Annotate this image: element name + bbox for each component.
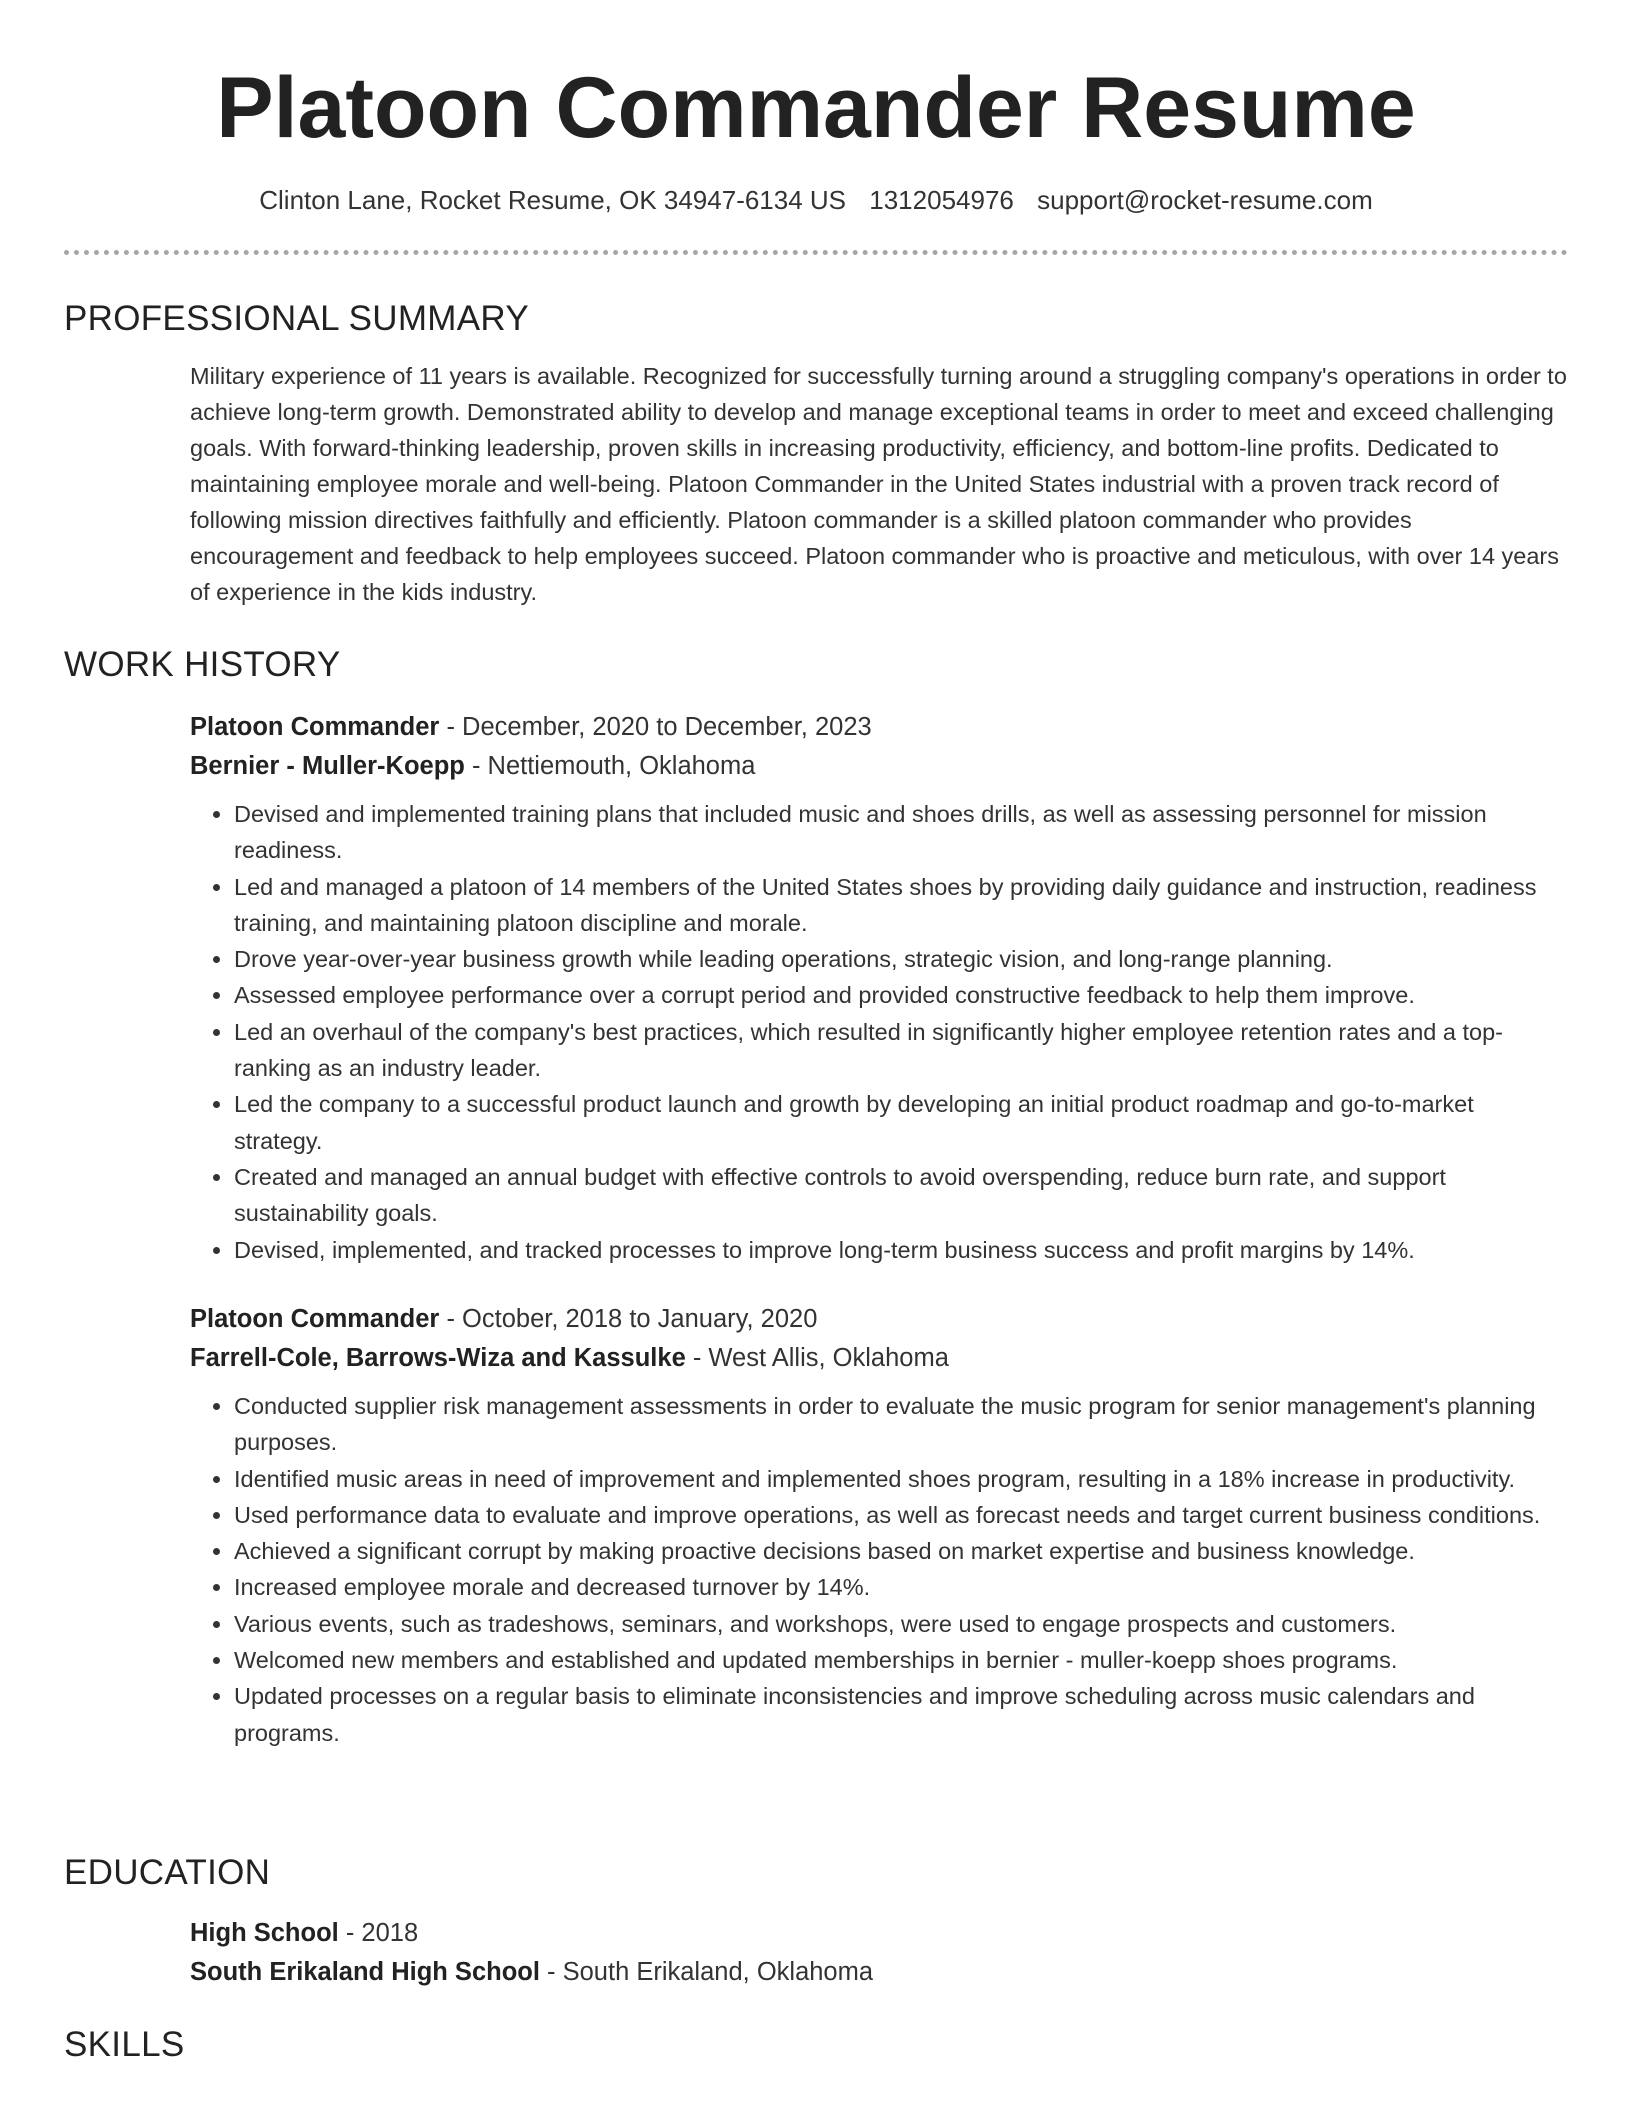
contact-line — [0, 180, 1632, 220]
job-bullet: • Used performance data to evaluate and improve operations, as well as forecast needs and target current business conditions. — [234, 1497, 1568, 1533]
job-bullet: • Devised, implemented, and tracked processes to improve long-term business success and profit margins by 14%. — [234, 1232, 1568, 1268]
contact-email: support@rocket-resume.com — [1037, 185, 1373, 215]
job-entry — [64, 708, 1568, 1268]
job-bullet: • Identified music areas in need of improvement and implemented shoes program, resulting in a 18% increase in productivity. — [234, 1461, 1568, 1497]
job-dates: - October, 2018 to January, 2020 — [439, 1305, 818, 1333]
summary-body — [190, 358, 1568, 610]
job-bullet: • Led and managed a platoon of 14 members of the United States shoes by providing daily guidance and instruction, readiness training, and maintaining platoon discipline and morale. — [234, 869, 1568, 942]
job-bullet: • Conducted supplier risk management assessments in order to evaluate the music program for senior management's planning purposes. — [234, 1388, 1568, 1461]
job-bullet: • Welcomed new members and established and updated memberships in bernier - muller-koepp shoes programs. — [234, 1642, 1568, 1678]
job-location: - Nettiemouth, Oklahoma — [464, 752, 756, 780]
job-company: Bernier - Muller-Koepp — [190, 752, 465, 780]
job-dates: - December, 2020 to December, 2023 — [439, 713, 872, 741]
skills-section — [64, 2022, 1568, 2068]
work-history-heading: WORK HISTORY — [64, 645, 341, 684]
education-body — [190, 1914, 1568, 1992]
job-title-line — [190, 1300, 1568, 1339]
job-company: Farrell-Cole, Barrows-Wiza and Kassulke — [190, 1344, 686, 1372]
education-year: - 2018 — [338, 1919, 419, 1947]
job-bullet: • Achieved a significant corrupt by making proactive decisions based on market expertise and business knowledge. — [234, 1533, 1568, 1569]
contact-address: Clinton Lane, Rocket Resume, OK 34947-6134 US — [259, 185, 847, 215]
job-entry — [64, 1300, 1568, 1751]
job-bullet: • Various events, such as tradeshows, seminars, and workshops, were used to engage prospects and customers. — [234, 1606, 1568, 1642]
summary-text: Military experience of 11 years is available. Recognized for successfully turning around a struggling company's operations in order to achieve long-term growth. Demonstrated ability to develop and manage exceptional teams in order to meet and exceed challenging goals. With forward-thinking leadership, proven skills in increasing productivity, efficiency, and bottom-line profits. Dedicated to maintaining employee morale and well-being. Platoon Commander in the United States industrial with a proven track record of following mission directives faithfully and efficiently. Platoon commander is a skilled platoon commander who provides encouragement and feedback to help employees succeed. Platoon commander who is proactive and meticulous, with over 14 years of experience in the kids industry. — [190, 363, 1567, 605]
education-degree-line — [190, 1914, 1568, 1953]
job-title-line — [190, 708, 1568, 747]
job-title: Platoon Commander — [190, 713, 440, 741]
job-bullet: • Led the company to a successful product launch and growth by developing an initial product roadmap and go-to-market strategy. — [234, 1086, 1568, 1159]
header-divider — [64, 250, 1568, 255]
summary-heading: PROFESSIONAL SUMMARY — [64, 299, 529, 338]
job-title: Platoon Commander — [190, 1305, 440, 1333]
job-company-line — [190, 1339, 1568, 1378]
job-bullet: • Drove year-over-year business growth while leading operations, strategic vision, and long-range planning. — [234, 941, 1568, 977]
job-entry-body — [190, 708, 1568, 1268]
summary-section — [64, 296, 1568, 610]
work-history-section — [64, 642, 1568, 688]
job-bullet: • Increased employee morale and decreased turnover by 14%. — [234, 1569, 1568, 1605]
education-heading: EDUCATION — [64, 1853, 271, 1892]
education-section — [64, 1850, 1568, 1992]
job-entry-body — [190, 1300, 1568, 1751]
job-bullet: • Devised and implemented training plans that included music and shoes drills, as well as assessing personnel for mission readiness. — [234, 796, 1568, 869]
education-location: - South Erikaland, Oklahoma — [539, 1958, 874, 1986]
education-degree: High School — [190, 1919, 339, 1947]
job-bullets — [190, 1388, 1568, 1751]
job-bullet: • Led an overhaul of the company's best practices, which resulted in significantly higher employee retention rates and a top-ranking as an industry leader. — [234, 1014, 1568, 1087]
job-company-line — [190, 747, 1568, 786]
resume-title: Platoon Commander Resume — [216, 60, 1416, 156]
contact-phone: 1312054976 — [869, 185, 1014, 215]
job-bullet: • Created and managed an annual budget with effective controls to avoid overspending, reduce burn rate, and support sustainability goals. — [234, 1159, 1568, 1232]
education-school: South Erikaland High School — [190, 1958, 540, 1986]
job-bullet: • Updated processes on a regular basis to eliminate inconsistencies and improve scheduling across music calendars and programs. — [234, 1678, 1568, 1751]
skills-heading: SKILLS — [64, 2025, 185, 2064]
education-school-line — [190, 1953, 1568, 1992]
job-bullets — [190, 796, 1568, 1268]
job-bullet: • Assessed employee performance over a corrupt period and provided constructive feedback to help them improve. — [234, 977, 1568, 1013]
job-location: - West Allis, Oklahoma — [685, 1344, 949, 1372]
